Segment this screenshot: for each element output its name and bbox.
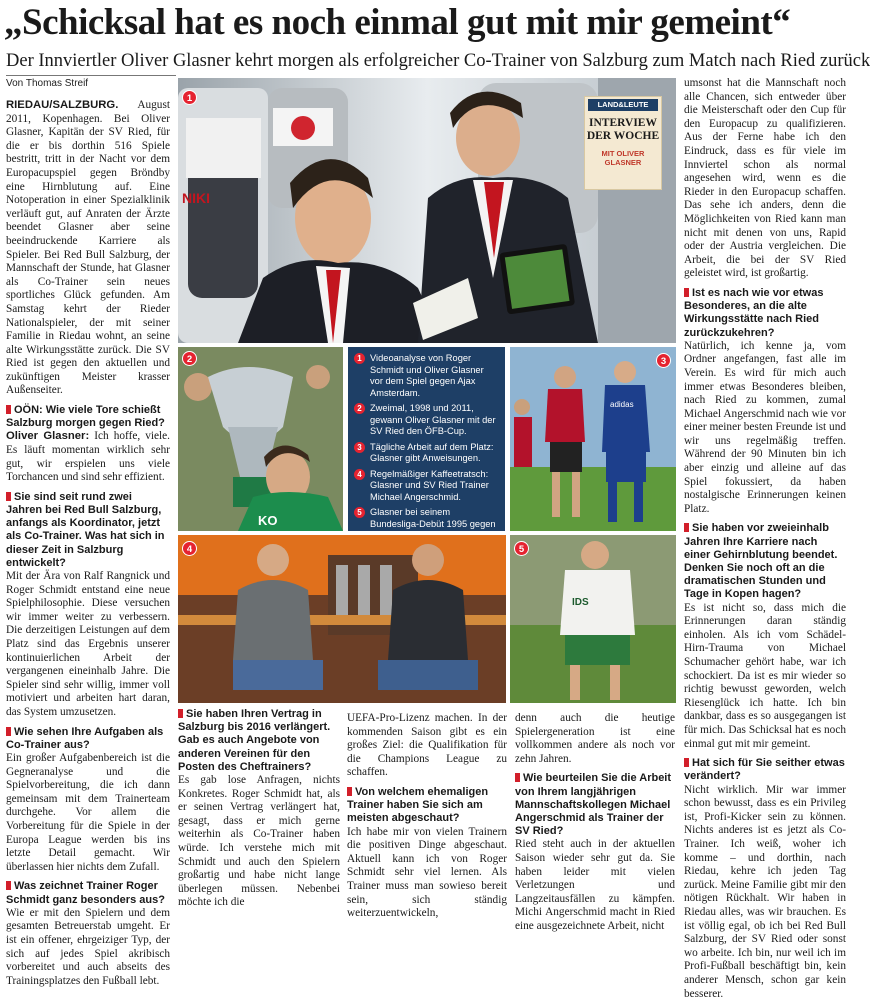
- photo-number: 3: [656, 353, 671, 368]
- answer: denn auch die heutige Spielergeneration ist eine vollkommen andere als noch vor zehn Jahren.: [515, 712, 675, 765]
- interview-badge: [584, 96, 662, 190]
- question: Sie sind seit rund zwei Jahren bei Red Bull Salzburg, anfangs als Koordinator, jetzt als Co-Trainer. Was hat sich in dieser Zeit in Salzburg entwickelt?: [6, 491, 170, 570]
- byline: Von Thomas Streif: [6, 78, 89, 89]
- interview-tag: LAND&LEUTE: [588, 99, 658, 111]
- question: Von welchem ehemaligen Trainer haben Sie sich am meisten abgeschaut?: [347, 786, 507, 826]
- column-4: [515, 712, 675, 932]
- photo-training: [510, 347, 676, 531]
- ids-sponsor-text: IDS: [572, 597, 589, 608]
- interview-title: INTERVIEW DER WOCHE: [586, 117, 660, 142]
- photo-airplane: [178, 78, 676, 343]
- column-2: [178, 708, 340, 909]
- answer: Es ist nicht so, dass mich die Erinnerungen daran ständig einholen. Als ich vom Schädel-Hirn-Trauma von Michael Schumacher gehört habe, war ich schockiert. Da ist es mir wieder so richtig bewusst geworden, welch Riesenglück ich hatte. Ich bin dankbar, dass es so ausgegangen ist für mich. Das Schicksal hat es noch einmal gut mit mir gemeint.: [684, 601, 846, 750]
- training-illustration: [510, 347, 676, 531]
- headline: „Schicksal hat es noch einmal gut mit mir gemeint“: [4, 2, 791, 43]
- photo-number: 1: [182, 90, 197, 105]
- answer: Es gab lose Anfragen, nichts Konkretes. Roger Schmidt hat, als er seinen Vertrag verlängert hat, gesagt, dass er mich gerne weiterhin als Co-Trainer haben würde. Ich verstehe mich mit Schmidt und auch den Spielern großartig und habe nicht lange überlegen müssen. Nebenbei möchte ich die: [178, 774, 340, 909]
- photo-debut: [510, 535, 676, 703]
- question: Sie haben Ihren Vertrag in Salzburg bis 2016 verlängert. Gab es auch Angebote von anderen Vereinen für den Posten des Cheftrainers?: [178, 708, 340, 774]
- answer: Wie er mit den Spielern und dem gesamten Betreuerstab umgeht. Er ist ein offener, ehrgeiziger Typ, der sich auf jedes Spiel akribisch vorbereitet und auch abseits des Trainingsplatzes den Fußball lebt.: [6, 906, 170, 987]
- ko-sponsor-text: KO: [258, 513, 278, 528]
- caption-item: 3 Tägliche Arbeit auf dem Platz: Glasner gibt Anweisungen.: [354, 442, 499, 465]
- question: Wie beurteilen Sie die Arbeit von Ihrem langjährigen Mannschaftskollegen Michael Angerschmid als Trainer der SV Ried?: [515, 772, 675, 838]
- answer: Ein großer Aufgabenbereich ist die Gegneranalyse und die Spielvorbereitung, die ich dann gemeinsam mit dem Trainerteam durchgehe. Vor allem die Vorbereitung für die Spiele in der Europa League werden bis ins letzte Detail gemacht. Wir überlassen hier nichts dem Zufall.: [6, 752, 170, 873]
- adidas-text: adidas: [610, 400, 634, 409]
- question: OÖN: Wie viele Tore schießt Salzburg morgen gegen Ried?: [6, 404, 170, 430]
- question: Hat sich für Sie seither etwas verändert?: [684, 757, 845, 783]
- column-5: [684, 77, 846, 1000]
- answer: Natürlich, ich kenne ja, vom Ordner angefangen, fast alle im Verein. Es wird für mich auch immer etwas Besonderes bleiben, nach Ried zu kommen, zumal Michael Angerschmid nach wie vor einer meiner besten Freunde ist und wir uns regelmäßig treffen. Während der 90 Minuten bin ich aber einzig und alleine auf das Spiel fokussiert, da haben nostalgische Erinnerungen keinen Platz.: [684, 339, 846, 515]
- caption-item: 4 Regelmäßiger Kaffeetratsch: Glasner und SV Ried Trainer Michael Angerschmid.: [354, 469, 499, 504]
- photo-number: 2: [182, 351, 197, 366]
- answer: Mit der Ära von Ralf Rangnick und Roger Schmidt entstand eine neue Spielphilosophie. Diese versuchen wir immer weiter zu verbessern. Die derzeitigen Leistungen auf dem Platz sind das Ergebnis unserer kontinuierlichen Arbeit der vergangenen eineinhalb Jahre. Die Spieler sind sehr willig, immer voll motiviert und arbeiten hart daran, das System umzusetzen.: [6, 570, 170, 718]
- interview-with: MIT OLIVER GLASNER: [601, 149, 645, 167]
- answer: UEFA-Pro-Lizenz machen. In der kommenden Saison gibt es ein großes Ziel: die Qualifikation für die Champions League zu schaffen.: [347, 712, 507, 779]
- question: Was zeichnet Trainer Roger Schmidt ganz besonders aus?: [6, 880, 170, 906]
- photo-number: 4: [182, 541, 197, 556]
- photo-coffee: [178, 535, 506, 703]
- byline-rule: [6, 75, 176, 76]
- column-1: [6, 99, 170, 987]
- caption-item: 1 Videoanalyse von Roger Schmidt und Oliver Glasner vor dem Spiel gegen Ajax Amsterdam.: [354, 353, 499, 399]
- niki-logo: NIKI: [182, 190, 210, 206]
- question: Sie haben vor zweieinhalb Jahren Ihre Karriere nach einer Gehirnblutung beendet. Denken Sie noch oft an die dramatischen Stunden und Tage in Kopen hagen?: [684, 522, 846, 601]
- photo-number: 5: [514, 541, 529, 556]
- caption-item: 5 Glasner bei seinem Bundesliga-Debüt 1995 gegen: [354, 507, 499, 542]
- subheadline: Der Innviertler Oliver Glasner kehrt morgen als erfolgreicher Co-Trainer von Salzburg zum Match nach Ried zurück: [6, 51, 870, 71]
- trophy-illustration: [178, 347, 343, 531]
- answer: Oliver Glasner: Ich hoffe, viele. Es läuft momentan wirklich sehr gut, wir erspielen uns viele Torchancen und sind sehr effizient.: [6, 430, 170, 484]
- column-3: [347, 712, 507, 920]
- coffee-illustration: [178, 535, 506, 703]
- answer: Ich habe mir von vielen Trainern die positiven Dinge abgeschaut. Aktuell kann ich von Roger Schmidt sehr viel lernen. Als Trainer muss man sowieso bereit sein, sich ständig weiterzuentwickeln,: [347, 825, 507, 920]
- caption-item: 2 Zweimal, 1998 und 2011, gewann Oliver Glasner mit der SV Ried den ÖFB-Cup.: [354, 403, 499, 438]
- photo-trophy: [178, 347, 343, 531]
- answer: Ried steht auch in der aktuellen Saison wieder sehr gut da. Sie haben leider mit vielen Verletzungen und Langzeitausfällen zu kämpfen. Michi Angerschmid macht in Ried eine ausgezeichnete Arbeit, nicht: [515, 838, 675, 932]
- answer: umsonst hat die Mannschaft noch alle Chancen, sich entweder über die Meisterschaft oder den Cup für den Europacup zu qualifizieren. Aus der Ferne habe ich den Eindruck, dass es für viele im Innviertel schon als normal angesehen wird, wenn es die Rieder in den Europacup schaffen. Das sehe ich anders, denn die Möglichkeiten von Ried kann man nicht mit denen von uns, Rapid oder der Austria vergleichen. Die Arbeit, die bei der SV Ried geleistet wird, ist großartig.: [684, 77, 846, 280]
- debut-illustration: [510, 535, 676, 703]
- intro-paragraph: RIEDAU/SALZBURG. August 2011, Kopenhagen. Bei Oliver Glasner, Kapitän der SV Ried, für die er bis dorthin 516 Spiele bestritt, tritt in der Nacht vor dem Europacupspiel gegen Bröndby eine Hirnblutung auf. Eine Notoperation in einer Spezialklinik verläuft gut, auf Anraten der Ärzte beendet Glasner aber seine beeindruckende Karriere als Spieler. Bei Red Bull Salzburg, der Mannschaft der Stunde, hat Glasner als Co-Trainer sein neues sportliches Glück gefunden. Am Samstag kehrt der Rieder Nationalspieler, der mit seiner Familie in Riedau wohnt, an seine alte Wirkungsstätte zurück. Die SV Ried ist gegen den aktuellen und zukünftigen Meister krasser Außenseiter.: [6, 99, 170, 397]
- answer: Nicht wirklich. Mir war immer schon bewusst, dass es ein Privileg ist, Profi-Kicker sein zu können. Nichts anderes ist es jetzt als Co-Trainer. Ich weiß, woher ich komme – und dorthin, nach Riedau, kehre ich jeden Tag zurück. Meine Familie gibt mir den nötigen Rückhalt. Wir haben in Riedau alles, was wir brauchen. Es ist völlig egal, ob ich bei Red Bull Salzburg, der SV Ried oder sonst wo arbeite. Ich bin, nur weil ich im Profi-Fußball beschäftigt bin, kein anderer Mensch, schon gar kein besserer.: [684, 783, 846, 1000]
- dateline: RIEDAU/SALZBURG.: [6, 99, 119, 111]
- caption-box: [348, 347, 505, 531]
- question: Wie sehen Ihre Aufgaben als Co-Trainer aus?: [6, 726, 170, 752]
- question: Ist es nach wie vor etwas Besonderes, an die alte Wirkungsstätte nach Ried zurückzukehren?: [684, 287, 846, 340]
